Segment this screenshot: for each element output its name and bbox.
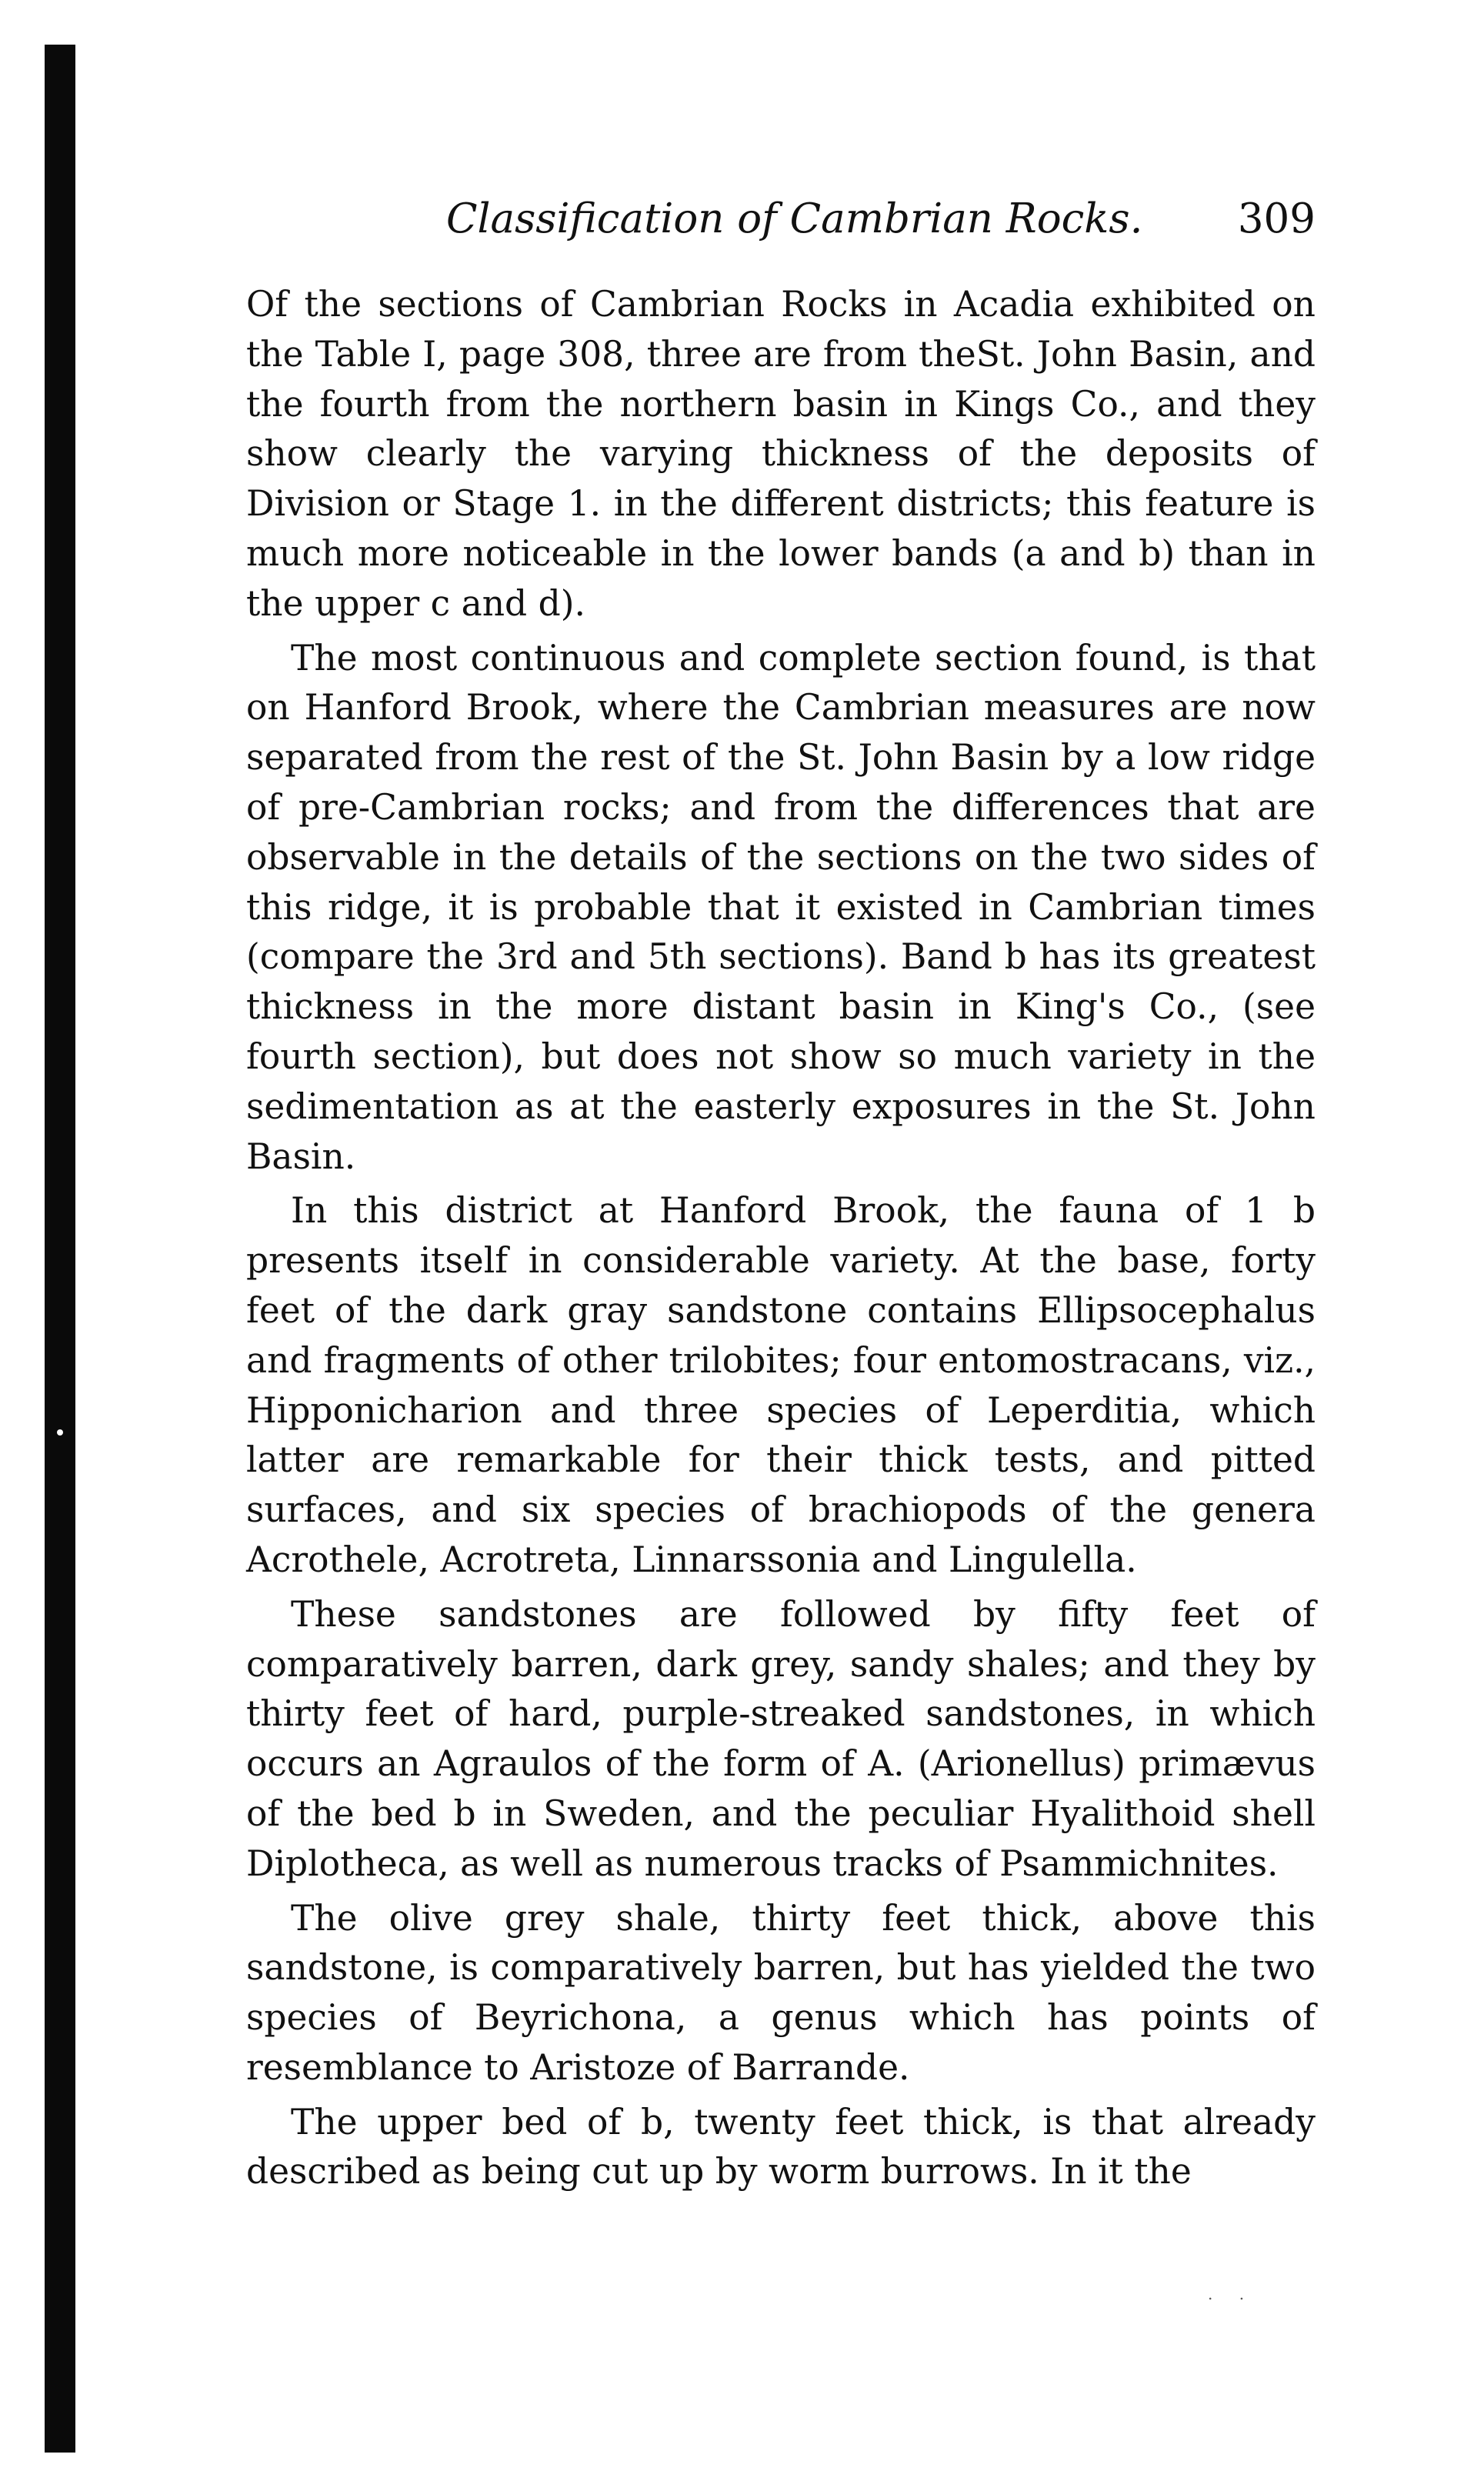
paragraph-1: Of the sections of Cambrian Rocks in Acadia exhibited on the Table I, page 308, three are from theSt. John Basin, and the fourth from the northern basin in Kings Co., and they show clearly the varying thickness of the deposits of Division or Stage 1. in the different districts; this feature is much more noticeable in the lower bands (a and b) than in the upper c and d).	[246, 284, 1316, 624]
paragraph-3: In this district at Hanford Brook, the fauna of 1 b presents itself in considerable variety. At the base, forty feet of the dark gray sandstone contains Ellipsocephalus and fragments of other trilobites; four entomostracans, viz., Hipponicharion and three species of Leperditia, which latter are remarkable for their thick tests, and pitted surfaces, and six species of brachiopods of the genera Acrothele, Acrotreta, Linnarssonia and Lingulella.	[246, 1190, 1316, 1580]
paragraph-6: The upper bed of b, twenty feet thick, is that already described as being cut up by worm burrows. In it the	[246, 2101, 1316, 2193]
binding-hole	[57, 1429, 63, 1436]
page-number: 309	[1237, 195, 1316, 242]
paragraph-5: The olive grey shale, thirty feet thick, above this sandstone, is comparatively barren, but has yielded the two species of Beyrichona, a genus which has points of resemblance to Aristoze of Barrande.	[246, 1897, 1316, 2088]
page-header	[446, 192, 1316, 246]
paragraph-2: The most continuous and complete section found, is that on Hanford Brook, where the Cambrian measures are now separated from the rest of the St. John Basin by a low ridge of pre-Cambrian rocks; and from the differences that are observable in the details of the sections on the two sides of this ridge, it is probable that it existed in Cambrian times (compare the 3rd and 5th sections). Band b has its greatest thickness in the more distant basin in King's Co., (see fourth section), but does not show so much variety in the sedimentation as at the easterly exposures in the St. John Basin.	[246, 637, 1316, 1177]
print-specks: . .	[1208, 2285, 1256, 2303]
running-title: Classification of Cambrian Rocks.	[446, 195, 1143, 242]
binding-edge	[45, 45, 75, 2453]
body-text	[246, 280, 1316, 2197]
paragraph-4: These sandstones are followed by fifty feet of comparatively barren, dark grey, sandy shales; and they by thirty feet of hard, purple-streaked sandstones, in which occurs an Agraulos of the form of A. (Arionellus) primævus of the bed b in Sweden, and the peculiar Hyalithoid shell Diplotheca, as well as numerous tracks of Psammichnites.	[246, 1593, 1316, 1884]
